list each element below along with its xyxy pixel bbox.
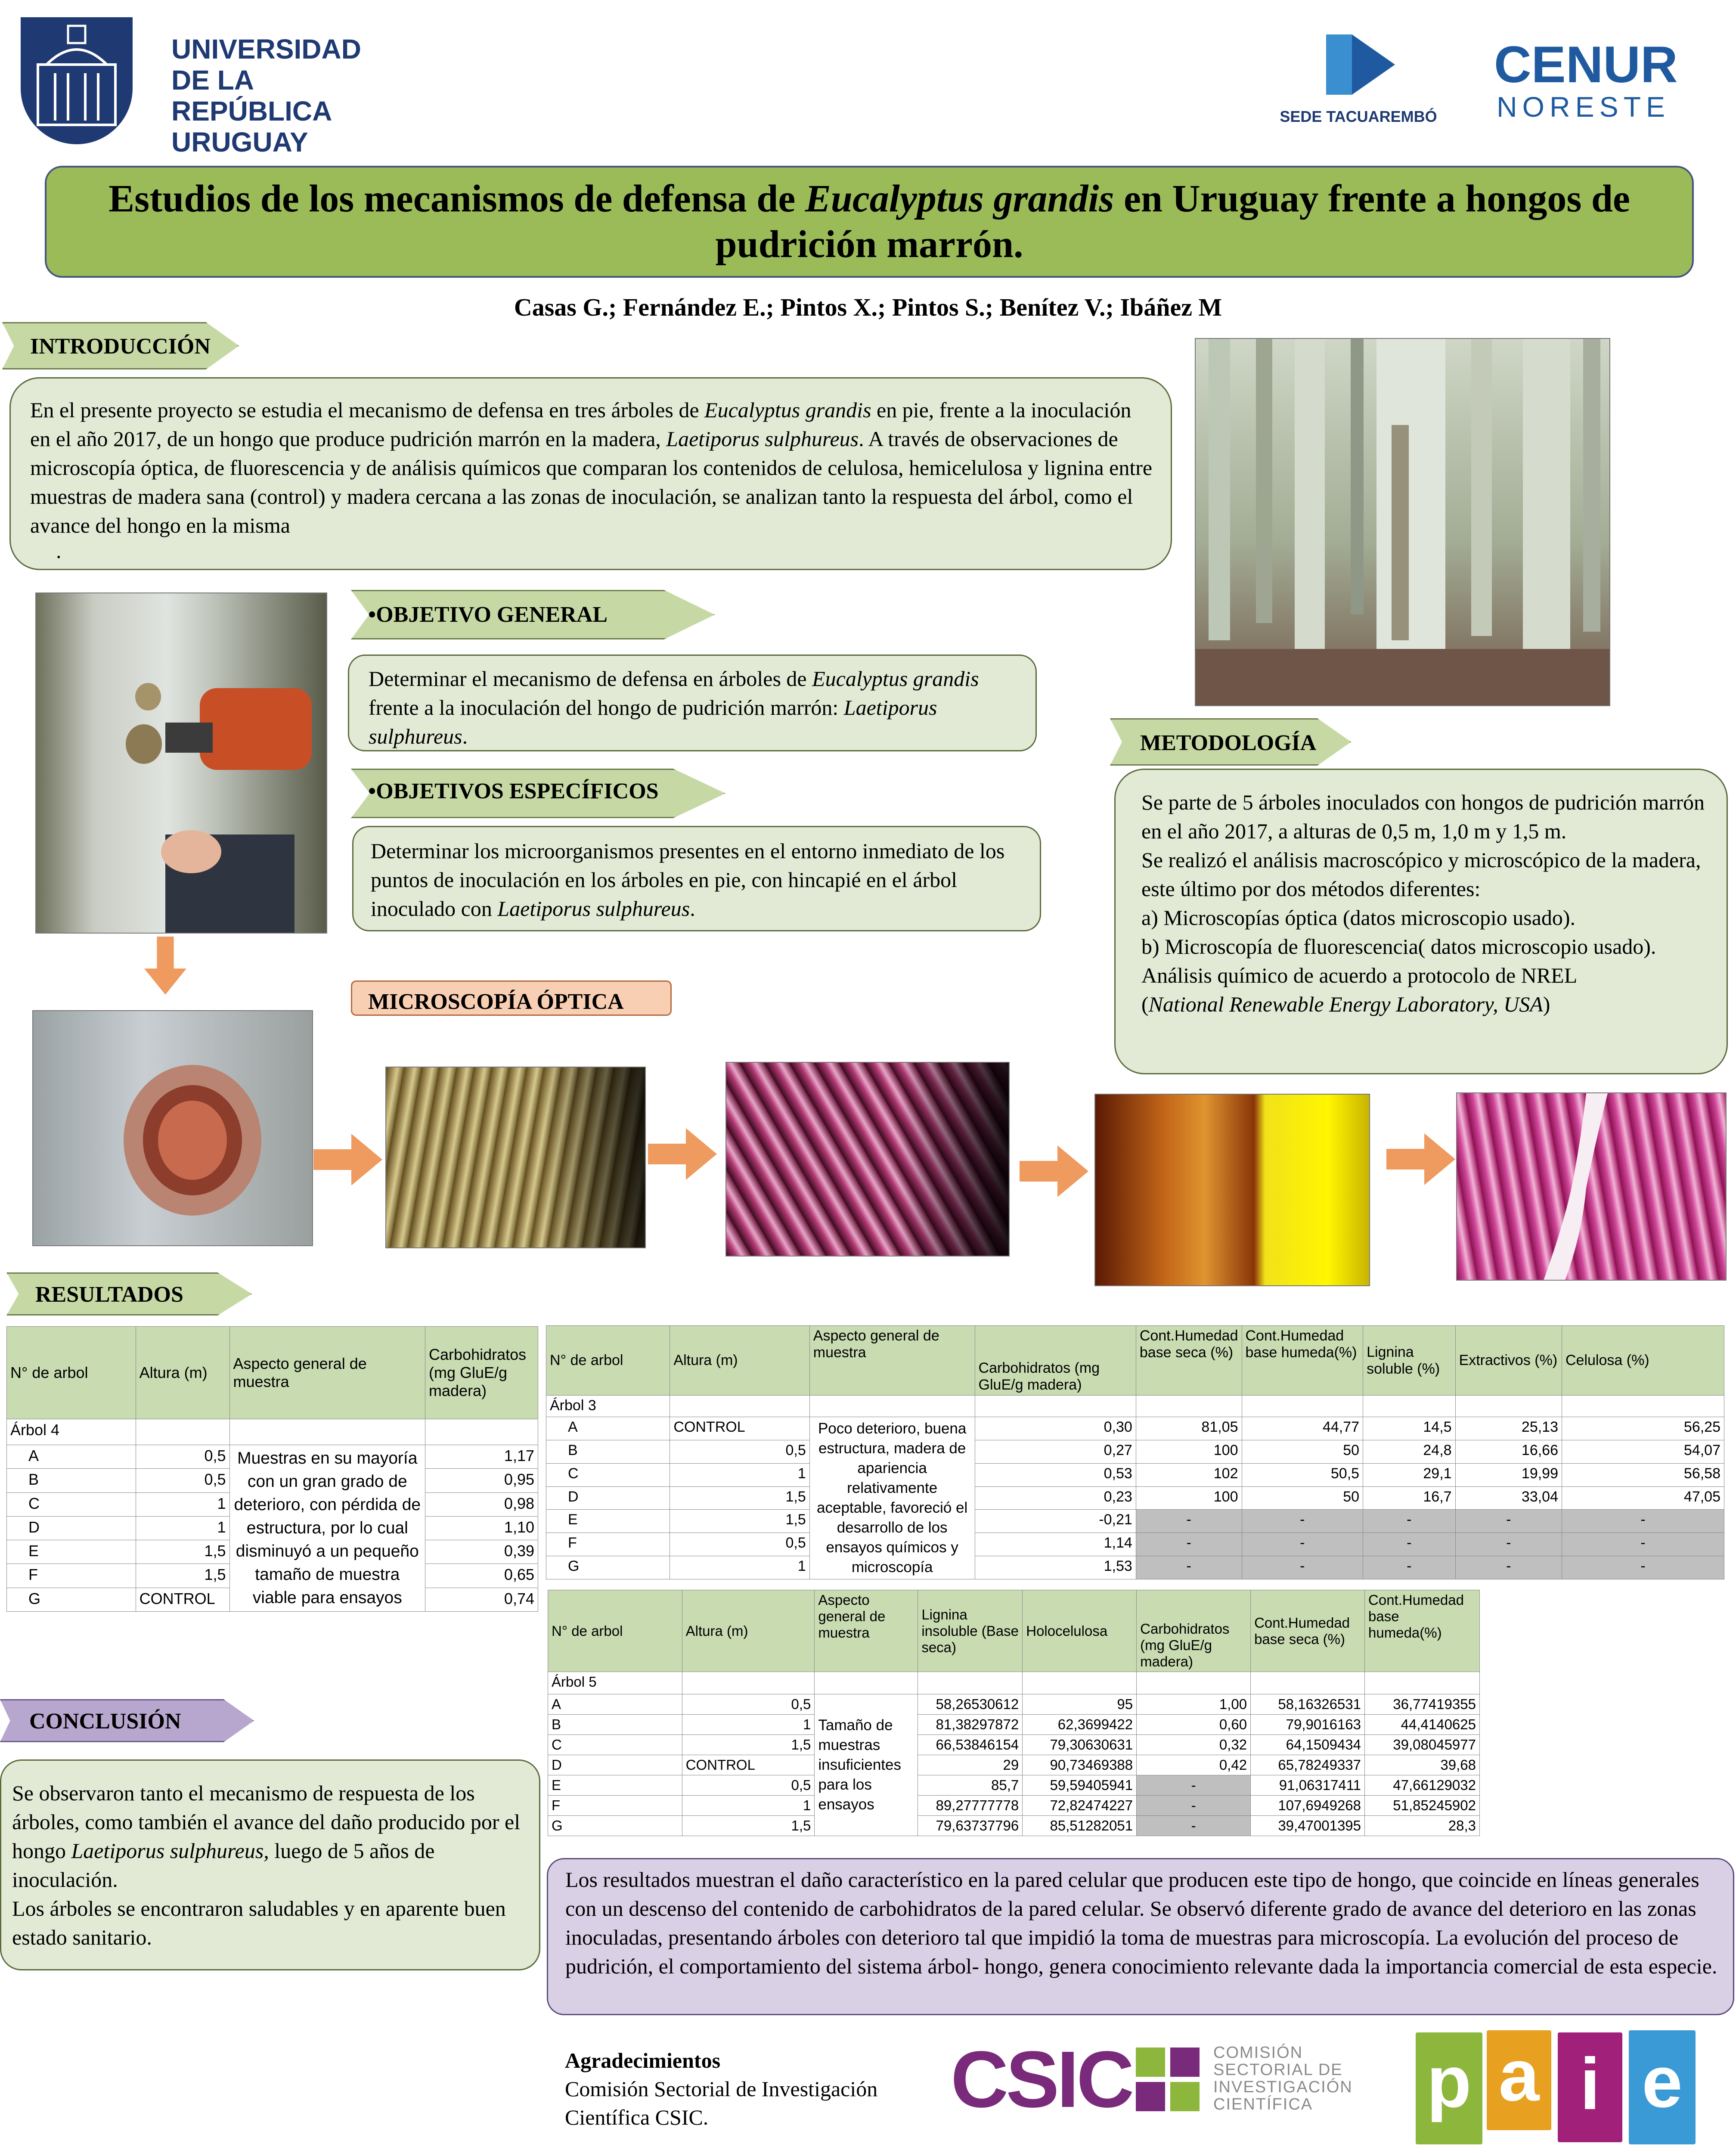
right-arrow-icon [1386,1133,1455,1185]
table-row: C 1,5 66,53846154 79,30630631 0,32 64,1509434 39,08045977 [548,1735,1480,1755]
col-header: Altura (m) [136,1327,229,1419]
table-row: F 1 89,27777778 72,82474227 - 107,6949268 51,85245902 [548,1796,1480,1816]
intro-text: En el presente proyecto se estudia el mecanismo de defensa en tres árboles de Eucalyptus grandis en pie, frente a la inoculación en el año 2017, de un hongo que produce pudrición marrón en la madera, Laetiporus sulphureus. A través de observaciones de microscopía óptica, de fluorescencia y de análisis químicos que comparan los contenidos de celulosa, hemicelulosa y lignina entre muestras de madera sana (control) y madera cercana a las zonas de inoculación, se analizan tanto la respuesta del árbol, como el avance del hongo en la misma [30,398,1153,537]
aspect-cell: Poco deterioro, buena estructura, madera de apariencia relativamente aceptable, favoreció el desarrollo de los ensayos químicos y microscopía [809,1417,975,1579]
table-row: D CONTROL 29 90,73469388 0,42 65,78249337 39,68 [548,1755,1480,1775]
university-shield-icon [21,17,133,144]
col-header: Celulosa (%) [1562,1326,1724,1396]
csic-caption: COMISIÓN SECTORIAL DE INVESTIGACIÓN CIENTÍFICA [1213,2044,1353,2113]
paie-letter: p [1426,2041,1472,2123]
right-arrow-icon [648,1128,717,1180]
group-label: Árbol 5 [548,1672,682,1694]
table-row: D 1,5 0,23 100 50 16,7 33,04 47,05 [546,1486,1724,1510]
cenur-top: CENUR [1494,36,1678,93]
table-header-row [7,1327,538,1419]
micrograph-wood-fibers [385,1067,646,1248]
col-header: Cont.Humedad base humeda(%) [1365,1590,1480,1672]
group-label: Árbol 4 [7,1419,136,1445]
col-header: Cont.Humedad base seca (%) [1251,1590,1365,1672]
table-arbol-5 [548,1590,1480,1836]
cenur-bottom: NORESTE [1497,91,1671,123]
col-header: Aspecto general de muestra [229,1327,425,1419]
acknowledgements: Agradecimientos Comisión Sectorial de Investigación Científica CSIC. [565,2046,877,2131]
conclusion-text: Se observaron tanto el mecanismo de respuesta de los árboles, como también el avance del daño producido por el hongo Laetiporus sulphureus, luego de 5 años de inoculación. Los árboles se encontraron saludables y en aparente buen estado sanitario. [12,1781,521,1949]
col-header: Lignina insoluble (Base seca) [918,1590,1023,1672]
csic-logo [951,2035,1373,2124]
col-header: Aspecto general de muestra [809,1326,975,1396]
objetivo-general-text: Determinar el mecanismo de defensa en árboles de Eucalyptus grandis frente a la inoculación del hongo de pudrición marrón: Laetiporus sulphureus. [369,667,979,748]
authors: Casas G.; Fernández E.; Pintos X.; Pintos S.; Benítez V.; Ibáñez M [514,293,1222,321]
table-row: A CONTROL Poco deterioro, buena estructura, madera de apariencia relativamente aceptable, favoreció el desarrollo de los ensayos químicos y microscopía 0,30 81,05 44,77 14,5 25,13 56,25 [546,1417,1724,1440]
col-header: Altura (m) [670,1326,809,1396]
table-row: A 0,5 Tamaño de muestras insuficientes para los ensayos 58,26530612 95 1,00 58,16326531 36,77419355 [548,1694,1480,1715]
col-header: Aspecto general de muestra [815,1590,918,1672]
acknowledgements-title: Agradecimientos [565,2048,721,2072]
objetivos-especificos-text: Determinar los microorganismos presentes en el entorno inmediato de los puntos de inoculación en los árboles en pie, con hincapié en el árbol inoculado con Laetiporus sulphureus. [371,839,1005,921]
cenur-logo [1494,36,1683,125]
micrograph-decayed-wood [1456,1092,1727,1281]
page-title: Estudios de los mecanismos de defensa de Eucalyptus grandis en Uruguay frente a hongos de pudrición marrón. [108,177,1630,266]
university-logo [21,17,400,158]
metodologia-box [1114,769,1728,1074]
col-header: Cont.Humedad base seca (%) [1136,1326,1242,1396]
col-header: Carbohidratos (mg GluE/g madera) [1137,1590,1251,1672]
paie-letter: a [1498,2035,1540,2116]
title-box [45,166,1694,278]
table-arbol-3 [546,1325,1724,1579]
table-row: D 1 1,10 [7,1516,538,1540]
col-header: N° de arbol [7,1327,136,1419]
eucalyptus-forest-photo [1195,338,1610,706]
col-header: N° de arbol [548,1590,682,1672]
right-arrow-icon [313,1134,382,1185]
table-row: B 0,5 0,95 [7,1469,538,1492]
table-row: G 1,5 79,63737796 85,51282051 - 39,47001395 28,3 [548,1816,1480,1836]
conclusion-box [0,1759,540,1970]
table-row: G 1 1,53 - - - - - [546,1556,1724,1579]
metodologia-heading: METODOLOGÍA [1140,731,1317,755]
intro-box [9,377,1172,570]
results-summary-box [547,1858,1734,2015]
table-row: B 0,5 0,27 100 50 24,8 16,66 54,07 [546,1440,1724,1463]
resultados-heading: RESULTADOS [35,1282,183,1307]
group-label: Árbol 3 [546,1396,670,1417]
table-header-row [548,1590,1480,1672]
col-header: Cont.Humedad base humeda(%) [1242,1326,1363,1396]
microscopia-label: MICROSCOPÍA ÓPTICA [368,990,624,1014]
objetivos-especificos-box [352,826,1041,931]
paie-letter: e [1642,2041,1683,2123]
table-row: B 1 81,38297872 62,3699422 0,60 79,9016163 44,4140625 [548,1715,1480,1735]
intro-dot: . [56,539,62,563]
micrograph-stained-cells [725,1062,1010,1256]
inoculation-hole-photo [32,1010,313,1246]
conclusion-heading: CONCLUSIÓN [29,1709,181,1734]
col-header: Carbohidratos (mg GluE/g madera) [975,1326,1136,1396]
table-row: E 0,5 85,7 59,59405941 - 91,06317411 47,66129032 [548,1775,1480,1796]
col-header: Lignina soluble (%) [1363,1326,1456,1396]
university-name: UNIVERSIDAD DE LA REPÚBLICA URUGUAY [171,34,361,158]
csic-wordmark: CSIC [951,2035,1132,2124]
paie-logo [1416,2030,1696,2146]
col-header: Carbohidratos (mg GluE/g madera) [425,1327,538,1419]
table-row: C 1 0,53 102 50,5 29,1 19,99 56,58 [546,1463,1724,1486]
table-row: A 0,5 Muestras en su mayoría con un gran grado de deterioro, con pérdida de estructura, por lo cual disminuyó a un pequeño tamaño de muestra viable para ensayos 1,17 [7,1445,538,1469]
table-row: E 1,5 0,39 [7,1540,538,1564]
results-summary-text: Los resultados muestran el daño característico en la pared celular que producen este tipo de hongo, que coincide en líneas generales con un descenso del contenido de carbohidratos de la pared celular. Se observó diferente grado de avance del deterioro en las zonas inoculadas, presentando árboles con deterioro tal que impidió la toma de muestras para microscopía. La evolución del proceso de pudrición, el comportamiento del sistema árbol- hongo, genera conocimiento relevante dada la importancia comercial de esta especie. [565,1868,1717,1978]
table-row: F 1,5 0,65 [7,1564,538,1588]
csic-squares-icon [1136,2048,1200,2112]
sede-arrow-icon [1318,30,1404,99]
table-row: G CONTROL 0,74 [7,1588,538,1611]
metodologia-text: Se parte de 5 árboles inoculados con hongos de pudrición marrón en el año 2017, a alturas de 0,5 m, 1,0 m y 1,5 m. Se realizó el análisis macroscópico y microscópico de la madera, este último por dos métodos diferentes: a) Microscopías óptica (datos microscopio usado). b) Microscopía de fluorescencia( datos microscopio usado). Análisis químico de acuerdo a protocolo de NREL (National Renewable Energy Laboratory, USA) [1141,790,1705,1016]
objetivos-especificos-heading: •OBJETIVOS ESPECÍFICOS [368,779,659,803]
table-row: F 0,5 1,14 - - - - - [546,1533,1724,1556]
col-header: Altura (m) [682,1590,815,1672]
paie-letter: i [1580,2043,1600,2125]
col-header: Extractivos (%) [1455,1326,1562,1396]
introduccion-heading: INTRODUCCIÓN [30,334,211,359]
table-header-row [546,1326,1724,1396]
table-row: C 1 0,98 [7,1492,538,1516]
table-row: E 1,5 -0,21 - - - - - [546,1510,1724,1533]
table-arbol-4 [6,1326,538,1612]
inoculation-drilling-photo [35,593,327,934]
col-header: Holocelulosa [1023,1590,1137,1672]
right-arrow-icon [1020,1145,1088,1197]
objetivo-general-box [348,655,1037,751]
down-arrow-icon [144,937,186,995]
fluorescence-micrograph [1094,1094,1370,1286]
col-header: N° de arbol [546,1326,670,1396]
sede-label: SEDE TACUAREMBÓ [1280,108,1437,125]
sede-tacuarembo-logo [1274,30,1442,129]
aspect-cell: Muestras en su mayoría con un gran grado de deterioro, con pérdida de estructura, por lo cual disminuyó a un pequeño tamaño de muestra viable para ensayos [229,1445,425,1612]
aspect-cell: Tamaño de muestras insuficientes para los ensayos [815,1694,918,1836]
objetivo-general-heading: •OBJETIVO GENERAL [368,602,608,627]
